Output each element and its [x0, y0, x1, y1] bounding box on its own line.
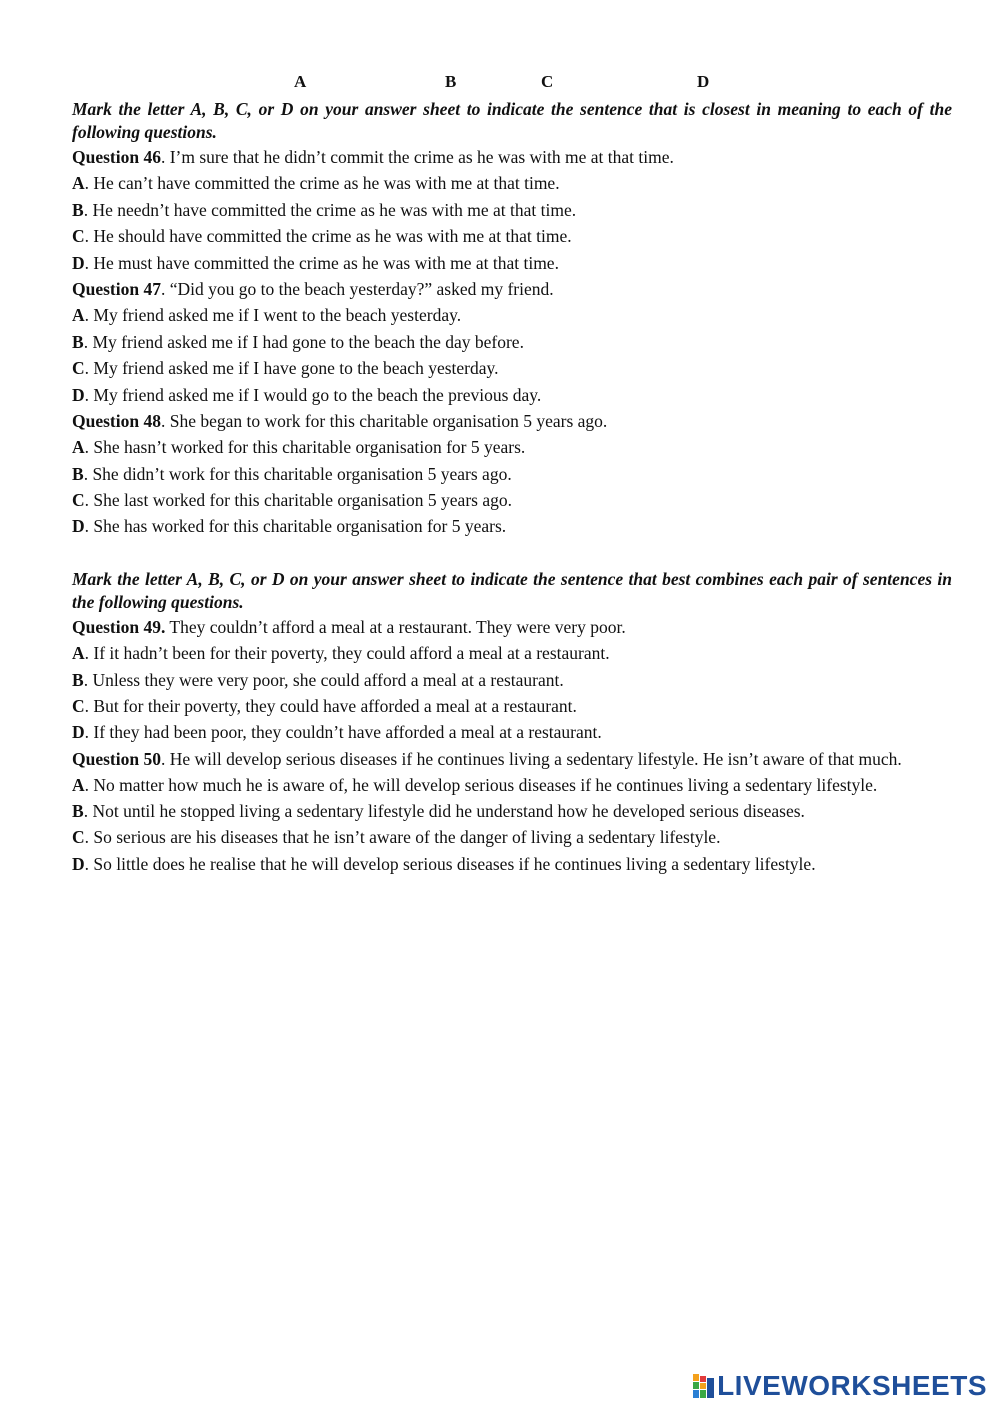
question-text: . I’m sure that he didn’t commit the crime as he was with me at that time. [160, 147, 674, 167]
question-50 [72, 748, 952, 877]
question-text: . He will develop serious diseases if he continues living a sedentary lifestyle. He isn’t aware of that much. [160, 748, 902, 769]
section-spacer [72, 542, 952, 568]
option-letter: C [72, 490, 85, 511]
option-text: . So little does he realise that he will develop serious diseases if he continues living a sedentary lifestyle. [84, 853, 816, 874]
option-b[interactable] [72, 669, 952, 693]
option-a[interactable] [72, 774, 952, 797]
question-label: Question 47 [72, 278, 161, 299]
section1-instruction: Mark the letter A, B, C, or D on your answer sheet to indicate the sentence that is closest in meaning to each of the following questions. [72, 99, 952, 142]
option-letter: B [72, 669, 84, 690]
option-c[interactable] [72, 489, 952, 513]
letter-a: A [294, 72, 307, 91]
option-letter: B [72, 199, 84, 220]
option-letter: B [72, 331, 84, 352]
option-a[interactable] [72, 436, 952, 460]
section2-instruction: Mark the letter A, B, C, or D on your answer sheet to indicate the sentence that best combines each pair of sentences in the following questions. [72, 568, 952, 612]
option-letter: D [72, 853, 85, 874]
option-c[interactable] [72, 695, 952, 719]
option-text: . She didn’t work for this charitable organisation 5 years ago. [83, 463, 512, 484]
option-letter: B [72, 800, 84, 821]
option-letter: A [72, 173, 85, 194]
option-b[interactable] [72, 800, 952, 824]
option-text: . She hasn’t worked for this charitable organisation for 5 years. [84, 437, 526, 458]
option-a[interactable] [72, 172, 952, 196]
question-46 [72, 146, 952, 275]
question-label: Question 46 [72, 147, 161, 167]
option-letter: D [72, 722, 85, 743]
question-stem [72, 616, 952, 640]
question-text: They couldn’t afford a meal at a restaurant. They were very poor. [165, 616, 626, 637]
option-letter: D [72, 384, 85, 405]
option-letter: A [72, 643, 85, 664]
question-text: . “Did you go to the beach yesterday?” asked my friend. [160, 278, 554, 299]
option-c[interactable] [72, 357, 952, 381]
liveworksheets-logo[interactable] [693, 1370, 987, 1401]
option-text: . She has worked for this charitable organisation for 5 years. [84, 516, 507, 537]
option-text: . My friend asked me if I had gone to the beach the day before. [83, 331, 524, 352]
option-d[interactable] [72, 252, 952, 276]
question-label: Question 50 [72, 748, 161, 769]
option-text: . He must have committed the crime as he was with me at that time. [84, 252, 559, 273]
option-text: . Not until he stopped living a sedentary lifestyle did he understand how he developed serious diseases. [83, 800, 805, 821]
option-a[interactable] [72, 642, 952, 666]
option-text: . If they had been poor, they couldn’t have afforded a meal at a restaurant. [84, 722, 602, 743]
option-text: . But for their poverty, they could have afforded a meal at a restaurant. [84, 696, 577, 717]
option-text: . Unless they were very poor, she could afford a meal at a restaurant. [83, 669, 564, 690]
option-letter: C [72, 827, 85, 848]
answer-letters-row [0, 72, 1000, 96]
question-49 [72, 616, 952, 745]
option-c[interactable] [72, 225, 952, 249]
option-letter: D [72, 252, 85, 273]
option-letter: A [72, 774, 85, 795]
question-48 [72, 410, 952, 539]
option-d[interactable] [72, 853, 952, 877]
liveworksheets-logo-icon [693, 1374, 715, 1398]
option-letter: C [72, 226, 85, 247]
option-b[interactable] [72, 199, 952, 223]
option-letter: A [72, 437, 85, 458]
option-d[interactable] [72, 721, 952, 745]
option-text: . She last worked for this charitable organisation 5 years ago. [84, 490, 512, 511]
letter-c: C [541, 72, 554, 91]
question-label: Question 48 [72, 410, 161, 431]
option-letter: C [72, 358, 85, 379]
option-letter: C [72, 696, 85, 717]
question-label: Question 49. [72, 616, 166, 637]
option-text: . My friend asked me if I went to the beach yesterday. [84, 305, 462, 326]
option-text: . He needn’t have committed the crime as he was with me at that time. [83, 199, 577, 220]
question-stem [72, 278, 952, 302]
option-text: . If it hadn’t been for their poverty, they could afford a meal at a restaurant. [84, 643, 610, 664]
question-stem [72, 146, 952, 170]
liveworksheets-logo-text: LIVEWORKSHEETS [717, 1370, 987, 1401]
option-text: . So serious are his diseases that he isn’t aware of the danger of living a sedentary lifestyle. [84, 827, 721, 848]
option-letter: D [72, 516, 85, 537]
worksheet-content [72, 98, 952, 879]
question-text: . She began to work for this charitable organisation 5 years ago. [160, 410, 608, 431]
question-stem [72, 410, 952, 434]
option-b[interactable] [72, 463, 952, 487]
option-d[interactable] [72, 384, 952, 408]
option-letter: B [72, 463, 84, 484]
option-d[interactable] [72, 515, 952, 539]
option-b[interactable] [72, 331, 952, 355]
question-stem [72, 748, 952, 771]
letter-b: B [445, 72, 457, 91]
option-text: . My friend asked me if I have gone to the beach yesterday. [84, 358, 499, 379]
option-text: . My friend asked me if I would go to the beach the previous day. [84, 384, 542, 405]
option-text: . No matter how much he is aware of, he will develop serious diseases if he continues living a sedentary lifestyle. [84, 774, 878, 795]
question-47 [72, 278, 952, 407]
option-letter: A [72, 305, 85, 326]
letter-d: D [697, 72, 710, 91]
option-c[interactable] [72, 826, 952, 850]
option-text: . He can’t have committed the crime as he was with me at that time. [84, 173, 560, 194]
option-text: . He should have committed the crime as he was with me at that time. [84, 226, 572, 247]
option-a[interactable] [72, 304, 952, 328]
